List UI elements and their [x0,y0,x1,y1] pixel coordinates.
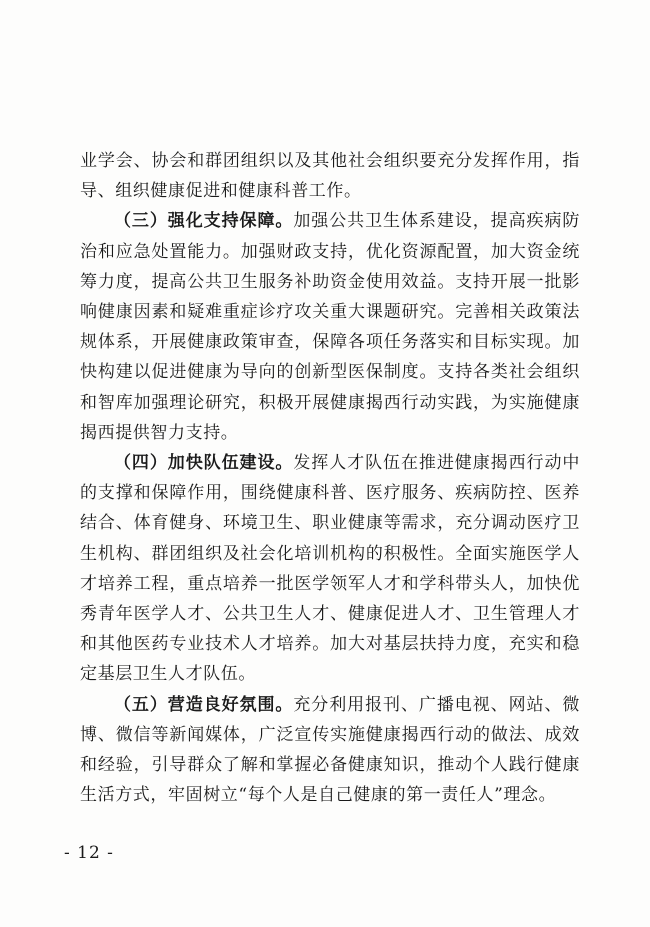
paragraph-team-building [80,448,580,690]
paragraph-support-guarantee [80,206,580,448]
page-number: - 12 - [64,843,114,863]
paragraph-heading: （四）加快队伍建设。 [114,453,294,474]
paragraph-text: 充分利用报刊、广播电视、网站、微博、微信等新闻媒体，广泛宣传实施健康揭西行动的做法、成效和经验，引导群众了解和掌握必备健康知识，推动个人践行健康生活方式，牢固树立“每个人是自己健康的第一责任人”理念。 [80,694,580,806]
paragraph-heading: （三）强化支持保障。 [114,211,294,232]
paragraph-heading: （五）营造良好氛围。 [114,694,294,715]
paragraph-text: 业学会、协会和群团组织以及其他社会组织要充分发挥作用，指导、组织健康促进和健康科普工作。 [80,151,580,202]
paragraph-continued [80,146,580,206]
paragraph-atmosphere [80,690,580,811]
paragraph-text: 加强公共卫生体系建设，提高疾病防治和应急处置能力。加强财政支持，优化资源配置，加大资金统筹力度，提高公共卫生服务补助资金使用效益。支持开展一批影响健康因素和疑难重症诊疗攻关重大课题研究。完善相关政策法规体系，开展健康政策审查，保障各项任务落实和目标实现。加快构建以促进健康为导向的创新型医保制度。支持各类社会组织和智库加强理论研究，积极开展健康揭西行动实践，为实施健康揭西提供智力支持。 [80,211,580,443]
paragraph-text: 发挥人才队伍在推进健康揭西行动中的支撑和保障作用，围绕健康科普、医疗服务、疾病防控、医养结合、体育健身、环境卫生、职业健康等需求，充分调动医疗卫生机构、群团组织及社会化培训机构的积极性。全面实施医学人才培养工程，重点培养一批医学领军人才和学科带头人，加快优秀青年医学人才、公共卫生人才、健康促进人才、卫生管理人才和其他医药专业技术人才培养。加大对基层扶持力度，充实和稳定基层卫生人才队伍。 [80,453,580,685]
document-body [80,146,580,810]
